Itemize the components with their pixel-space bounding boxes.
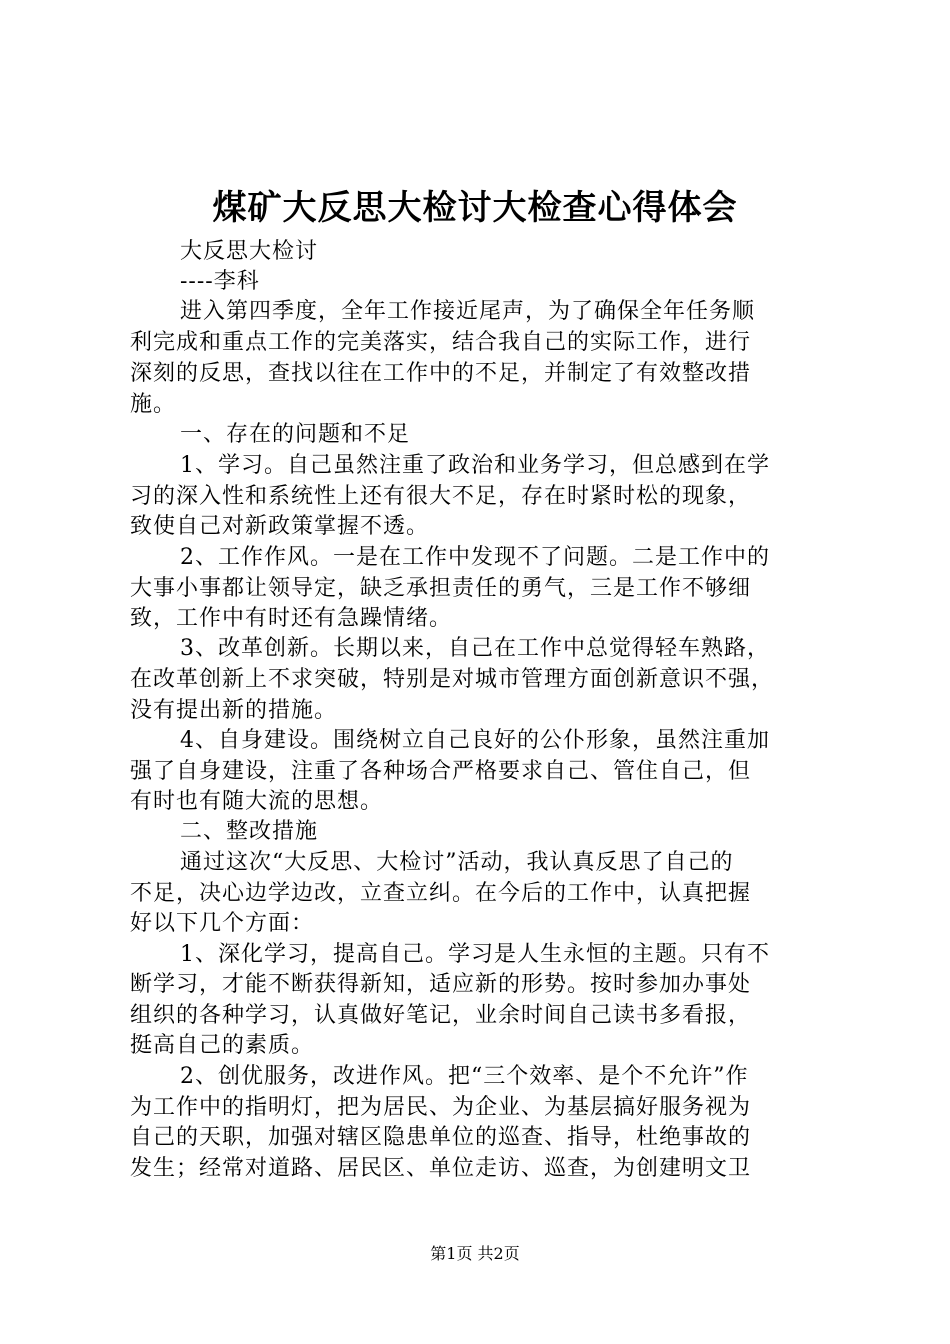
- text-line: 发生；经常对道路、居民区、单位走访、巡查，为创建明文卫: [130, 1156, 752, 1181]
- text-line: 施。: [130, 392, 177, 417]
- text-line: 2、创优服务，改进作风。把“三个效率、是个不允许”作: [180, 1064, 749, 1089]
- section-heading: 一、存在的问题和不足: [180, 422, 411, 447]
- text-line: 深刻的反思，查找以往在工作中的不足，并制定了有效整改措: [130, 361, 752, 386]
- text-line: 自己的天职，加强对辖区隐患单位的巡查、指导，杜绝事故的: [130, 1125, 752, 1150]
- text-line: 2、工作作风。一是在工作中发现不了问题。二是工作中的: [180, 545, 770, 570]
- text-line: 没有提出新的措施。: [130, 698, 338, 723]
- text-line: 不足，决心边学边改，立查立纠。在今后的工作中，认真把握: [130, 881, 752, 906]
- text-line: 4、自身建设。围绕树立自己良好的公仆形象，虽然注重加: [180, 728, 770, 753]
- text-line: 为工作中的指明灯，把为居民、为企业、为基层搞好服务视为: [130, 1095, 752, 1120]
- text-line: 断学习，才能不断获得新知，适应新的形势。按时参加办事处: [130, 972, 752, 997]
- text-line: 好以下几个方面：: [130, 911, 315, 936]
- text-line: 大反思大检讨: [180, 239, 319, 264]
- text-line: 有时也有随大流的思想。: [130, 789, 384, 814]
- text-line: 挺高自己的素质。: [130, 1033, 315, 1058]
- text-line: 致，工作中有时还有急躁情绪。: [130, 606, 453, 631]
- text-line: 习的深入性和系统性上还有很大不足，存在时紧时松的现象，: [130, 484, 752, 509]
- text-line: 1、深化学习，提高自己。学习是人生永恒的主题。只有不: [180, 942, 770, 967]
- text-line: ----李科: [180, 269, 260, 294]
- text-line: 强了自身建设，注重了各种场合严格要求自己、管住自己，但: [130, 759, 752, 784]
- text-line: 进入第四季度，全年工作接近尾声，为了确保全年任务顺: [180, 299, 756, 324]
- document-title: 煤矿大反思大检讨大检查心得体会: [212, 188, 738, 228]
- text-line: 致使自己对新政策掌握不透。: [130, 514, 430, 539]
- text-line: 3、改革创新。长期以来，自己在工作中总觉得轻车熟路，: [180, 636, 770, 661]
- section-heading: 二、整改措施: [180, 819, 319, 844]
- text-line: 大事小事都让领导定，缺乏承担责任的勇气，三是工作不够细: [130, 576, 752, 601]
- text-line: 通过这次“大反思、大检讨”活动，我认真反思了自己的: [180, 850, 734, 875]
- text-line: 利完成和重点工作的完美落实，结合我自己的实际工作，进行: [130, 330, 752, 355]
- text-line: 组织的各种学习，认真做好笔记，业余时间自己读书多看报，: [130, 1003, 752, 1028]
- text-line: 在改革创新上不求突破，特别是对城市管理方面创新意识不强，: [130, 667, 775, 692]
- page-footer: 第1页 共2页: [430, 1244, 520, 1263]
- text-line: 1、学习。自己虽然注重了政治和业务学习，但总感到在学: [180, 453, 770, 478]
